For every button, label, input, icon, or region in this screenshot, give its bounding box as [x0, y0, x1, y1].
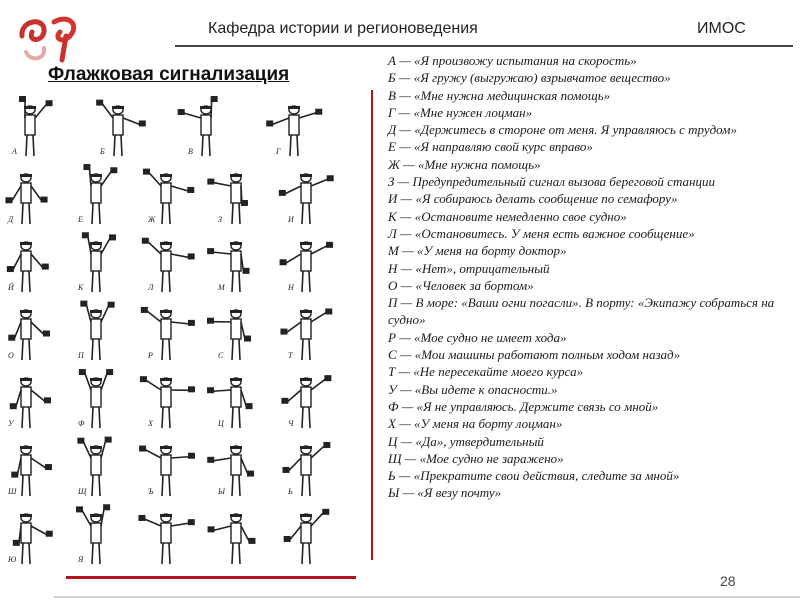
accent-divider [371, 90, 373, 560]
department-title: Кафедра истории и регионоведения [208, 20, 478, 37]
signal-letter-label: К [78, 283, 84, 292]
signal-figure [208, 514, 256, 564]
signal-definitions-list [388, 52, 792, 502]
definition-item: Л — «Остановитесь. У меня есть важное сообщение» [388, 225, 695, 241]
footer-divider [54, 596, 800, 598]
signal-figure [207, 446, 254, 496]
signal-letter-label: Й [8, 283, 14, 292]
signal-letter-label: Н [288, 283, 294, 292]
footer-accent-line [66, 576, 356, 579]
signal-figure [138, 514, 194, 564]
signal-letter-label: Ч [288, 419, 294, 428]
signal-figure [284, 509, 330, 564]
signal-letter-label: Б [100, 147, 105, 156]
definition-item: Б — «Я гружу (выгружаю) взрывчатое вещество» [388, 70, 671, 86]
definition-item: Ь — «Прекратите свои действия, следите за мной» [388, 468, 680, 484]
slide-title: Флажковая сигнализация [48, 64, 290, 85]
definition-item: Т — «Не пересекайте моего курса» [388, 364, 584, 380]
flag-signals-figure [0, 92, 372, 572]
signal-letter-label: Л [148, 283, 154, 292]
signal-figure [82, 232, 116, 292]
signal-figure [83, 164, 117, 224]
signal-letter-label: У [8, 419, 14, 428]
signal-figure [80, 301, 114, 360]
signal-letter-label: С [218, 351, 224, 360]
signal-letter-label: О [8, 351, 14, 360]
signal-letter-label: Ю [8, 555, 17, 564]
definition-item: З — Предупредительный сигнал вызова береговой станции [388, 174, 715, 190]
signal-letter-label: В [188, 147, 193, 156]
header-divider [175, 45, 793, 47]
definition-item: Н — «Нет», отрицательный [388, 260, 550, 276]
definition-item: О — «Человек за бортом» [388, 277, 534, 293]
signal-letter-label: Д [8, 215, 14, 224]
definition-item: Р — «Мое судно не имеет хода» [388, 329, 567, 345]
definition-item: С — «Мои машины работают полным ходом назад» [388, 347, 681, 363]
definition-item: В — «Мне нужна медицинская помощь» [388, 87, 611, 103]
definition-item: Щ — «Мое судно не заражено» [388, 450, 564, 466]
signal-figure [13, 514, 53, 564]
signal-letter-label: Г [276, 147, 281, 156]
signal-letter-label: М [218, 283, 225, 292]
signal-figure [207, 242, 249, 292]
signal-letter-label: Я [78, 555, 84, 564]
definition-item: К — «Остановите немедленно свое судно» [388, 208, 627, 224]
definition-item: Д — «Держитесь в стороне от меня. Я управляюсь с трудом» [388, 122, 737, 138]
signal-letter-label: Ъ [148, 487, 154, 496]
signal-figure [207, 378, 253, 428]
signal-figure [19, 96, 53, 156]
definition-item: М — «У меня на борту доктор» [388, 243, 567, 259]
signal-figure [266, 106, 322, 156]
signal-letter-label: Ф [78, 419, 85, 428]
definition-item: Г — «Мне нужен лоцман» [388, 104, 533, 120]
signal-letter-label: Р [148, 351, 153, 360]
signal-letter-label: Ц [218, 419, 224, 428]
signal-letter-label: П [78, 351, 84, 360]
definition-item: Ц — «Да», утвердительный [388, 433, 544, 449]
definition-item: У — «Вы идете к опасности.» [388, 381, 558, 397]
definition-item: Ы — «Я везу почту» [388, 485, 502, 501]
department-logo-icon [10, 8, 90, 68]
signal-letter-label: Ы [218, 487, 225, 496]
signal-figure [11, 446, 52, 496]
definition-item: Х — «У меня на борту лоцман» [388, 416, 563, 432]
signal-letter-label: И [288, 215, 294, 224]
signal-figure [178, 96, 218, 156]
signal-letter-label: Ш [8, 487, 17, 496]
signal-letter-label: Щ [78, 487, 87, 496]
signal-letter-label: Ж [148, 215, 156, 224]
definition-item: Ж — «Мне нужна помощь» [388, 156, 541, 172]
signal-figure [207, 310, 251, 360]
signal-letter-label: А [12, 147, 17, 156]
signal-figure [10, 378, 51, 428]
signal-letter-label: Е [78, 215, 83, 224]
definition-item: Ф — «Я не управляюсь. Держите связь со мной» [388, 398, 659, 414]
signal-letter-label: Ь [288, 487, 293, 496]
definition-item: Е — «Я направляю свой курс вправо» [388, 139, 593, 155]
definition-item: П — В море: «Ваши огни погасли». В порту: «Экипажу собраться на судно» [388, 295, 775, 328]
signal-letter-label: Т [288, 351, 293, 360]
signal-figure [207, 174, 248, 224]
institute-abbreviation: ИМОС [697, 20, 746, 37]
definition-item: И — «Я собираюсь делать сообщение по семафору» [388, 191, 678, 207]
page-number: 28 [720, 573, 736, 589]
signal-letter-label: З [218, 215, 222, 224]
signal-letter-label: Х [148, 419, 153, 428]
signal-figure [8, 310, 50, 360]
definition-item: А — «Я произвожу испытания на скорость» [388, 53, 637, 68]
